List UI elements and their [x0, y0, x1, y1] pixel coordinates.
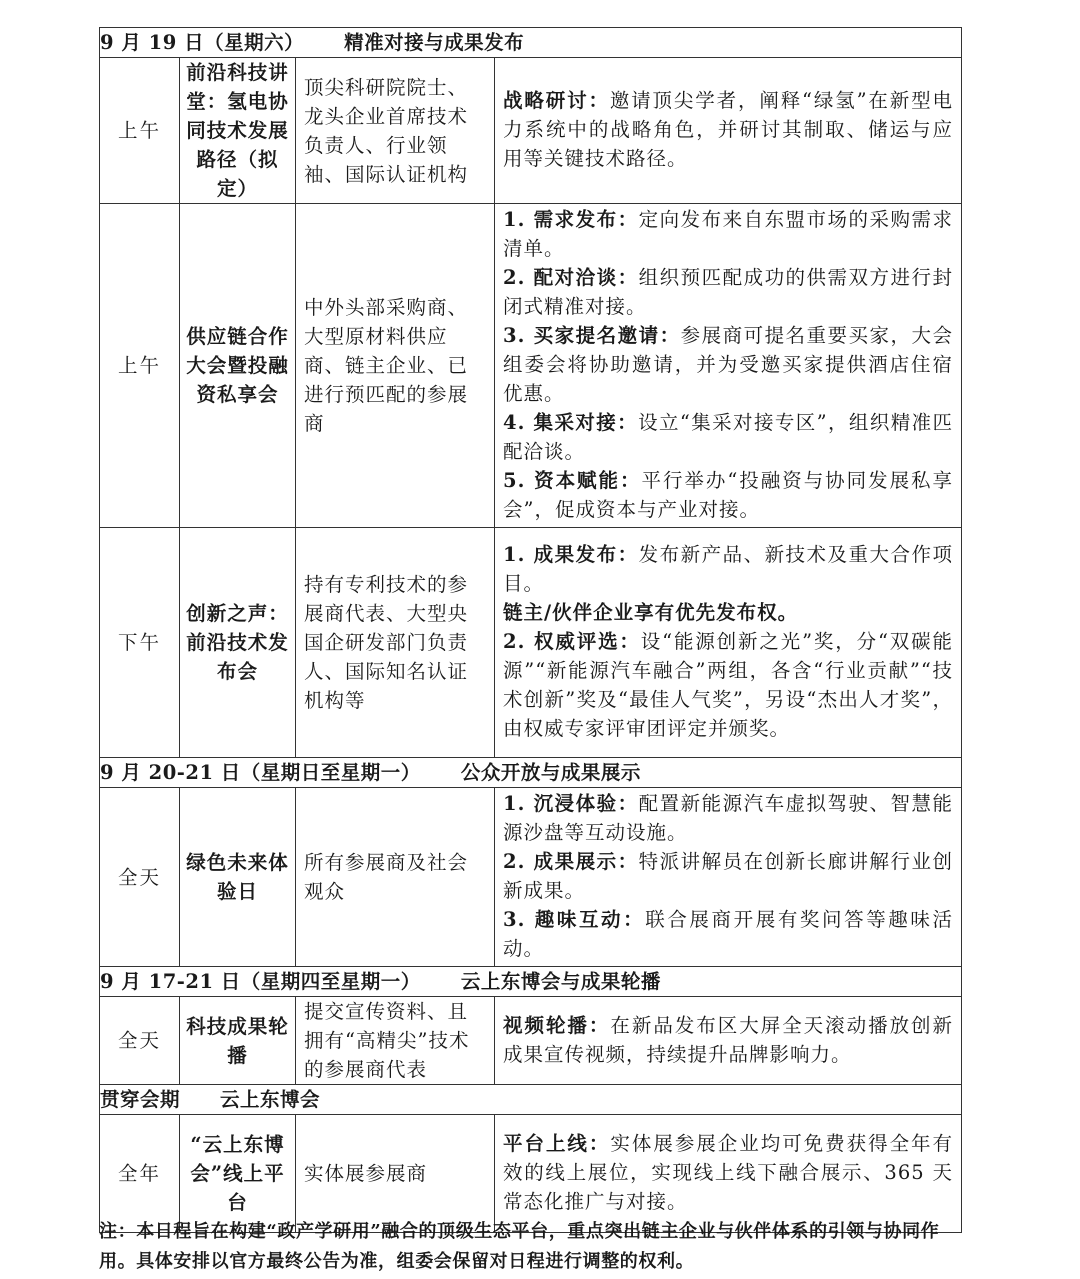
item-label: 3. 趣味互动：: [503, 908, 646, 931]
section-theme: 云上东博会与成果轮播: [460, 970, 661, 993]
description-cell: [495, 997, 962, 1085]
table-row: [100, 204, 962, 528]
item-text: 特派讲解员在创新长廊讲解行业创新成果。: [503, 850, 954, 902]
table-row: [100, 528, 962, 758]
table-row: [100, 1115, 962, 1233]
section-header: [100, 28, 962, 58]
section-date: 9 月 17-21 日（星期四至星期一）: [100, 970, 421, 993]
item-text: 实体展参展企业均可免费获得全年有效的线上展位，实现线上线下融合展示、365 天常态化推广与对接。: [503, 1132, 954, 1213]
item-text: 发布新产品、新技术及重大合作项目。: [503, 543, 954, 595]
description-cell: [495, 528, 962, 758]
item-text: 邀请顶尖学者，阐释“绿氢”在新型电力系统中的战略角色，并研讨其制取、储运与应用等关键技术路径。: [503, 89, 954, 170]
schedule-table: [99, 27, 962, 1233]
section-date: 贯穿会期: [100, 1088, 181, 1111]
item-label: 1. 成果发布：: [503, 543, 639, 566]
item-label: 3. 买家提名邀请：: [503, 324, 681, 347]
description-cell: [495, 1115, 962, 1233]
time-cell: 上午: [100, 58, 180, 204]
item-text: 组织预匹配成功的供需双方进行封闭式精准对接。: [503, 266, 954, 318]
item-label: 视频轮播：: [503, 1013, 611, 1037]
item-label: 2. 成果展示：: [503, 850, 639, 873]
audience-cell: 持有专利技术的参展商代表、大型央国企研发部门负责人、国际知名认证机构等: [296, 528, 495, 758]
event-name-cell: 前沿科技讲堂：氢电协同技术发展路径（拟定）: [180, 58, 296, 204]
time-cell: 下午: [100, 528, 180, 758]
section-date: 9 月 20-21 日（星期日至星期一）: [100, 761, 421, 784]
table-row: [100, 997, 962, 1085]
section-theme: 公众开放与成果展示: [460, 761, 641, 784]
section-header: [100, 758, 962, 788]
audience-cell: 所有参展商及社会观众: [296, 788, 495, 967]
item-label: 战略研讨：: [503, 89, 610, 112]
event-name-cell: “云上东博会”线上平台: [180, 1115, 296, 1233]
table-row: [100, 58, 962, 204]
event-name-cell: 创新之声：前沿技术发布会: [180, 528, 296, 758]
item-text: 平行举办“投融资与协同发展私享会”，促成资本与产业对接。: [503, 469, 954, 521]
event-name-cell: 供应链合作大会暨投融资私享会: [180, 204, 296, 528]
item-label: 5. 资本赋能：: [503, 469, 642, 492]
item-label: 1. 沉浸体验：: [503, 792, 639, 815]
item-text: 设“能源创新之光”奖，分“双碳能源”“新能源汽车融合”两组，各含“行业贡献”“技术创新”奖及“最佳人气奖”，另设“杰出人才奖”，由权威专家评审团评定并颁奖。: [503, 630, 954, 740]
item-text: 联合展商开展有奖问答等趣味活动。: [503, 908, 954, 960]
audience-cell: 顶尖科研院院士、龙头企业首席技术负责人、行业领袖、国际认证机构: [296, 58, 495, 204]
description-cell: [495, 58, 962, 204]
section-theme: 云上东博会: [220, 1088, 321, 1111]
item-label: 4. 集采对接：: [503, 411, 639, 434]
time-cell: 全天: [100, 788, 180, 967]
item-label: 1. 需求发布：: [503, 208, 639, 231]
audience-cell: 中外头部采购商、大型原材料供应商、链主企业、已进行预匹配的参展商: [296, 204, 495, 528]
item-label: 平台上线：: [503, 1132, 611, 1155]
event-name-cell: 绿色未来体验日: [180, 788, 296, 967]
item-label: 2. 权威评选：: [503, 630, 641, 653]
item-text: 设立“集采对接专区”，组织精准匹配洽谈。: [503, 411, 954, 463]
item-text: 参展商可提名重要买家，大会组委会将协助邀请，并为受邀买家提供酒店住宿优惠。: [503, 324, 954, 405]
footnote: 注：本日程旨在构建“政产学研用”融合的顶级生态平台，重点突出链主企业与伙伴体系的引领与协同作用。具体安排以官方最终公告为准，组委会保留对日程进行调整的权利。: [99, 1221, 940, 1272]
audience-cell: 实体展参展商: [296, 1115, 495, 1233]
description-cell: [495, 788, 962, 967]
section-header: [100, 1085, 962, 1115]
item-text: 在新品发布区大屏全天滚动播放创新成果宣传视频，持续提升品牌影响力。: [503, 1013, 954, 1066]
section-date: 9 月 19 日（星期六）: [100, 31, 305, 54]
time-cell: 全年: [100, 1115, 180, 1233]
time-cell: 上午: [100, 204, 180, 528]
table-row: [100, 788, 962, 967]
section-header: [100, 967, 962, 997]
section-theme: 精准对接与成果发布: [344, 31, 525, 54]
audience-cell: 提交宣传资料、且拥有“高精尖”技术的参展商代表: [296, 997, 495, 1085]
time-cell: 全天: [100, 997, 180, 1085]
item-label: 2. 配对洽谈：: [503, 266, 639, 289]
item-label: 链主/伙伴企业享有优先发布权。: [503, 601, 799, 624]
event-name-cell: 科技成果轮播: [180, 997, 296, 1085]
description-cell: [495, 204, 962, 528]
item-text: 定向发布来自东盟市场的采购需求清单。: [503, 208, 954, 260]
item-text: 配置新能源汽车虚拟驾驶、智慧能源沙盘等互动设施。: [503, 792, 954, 844]
